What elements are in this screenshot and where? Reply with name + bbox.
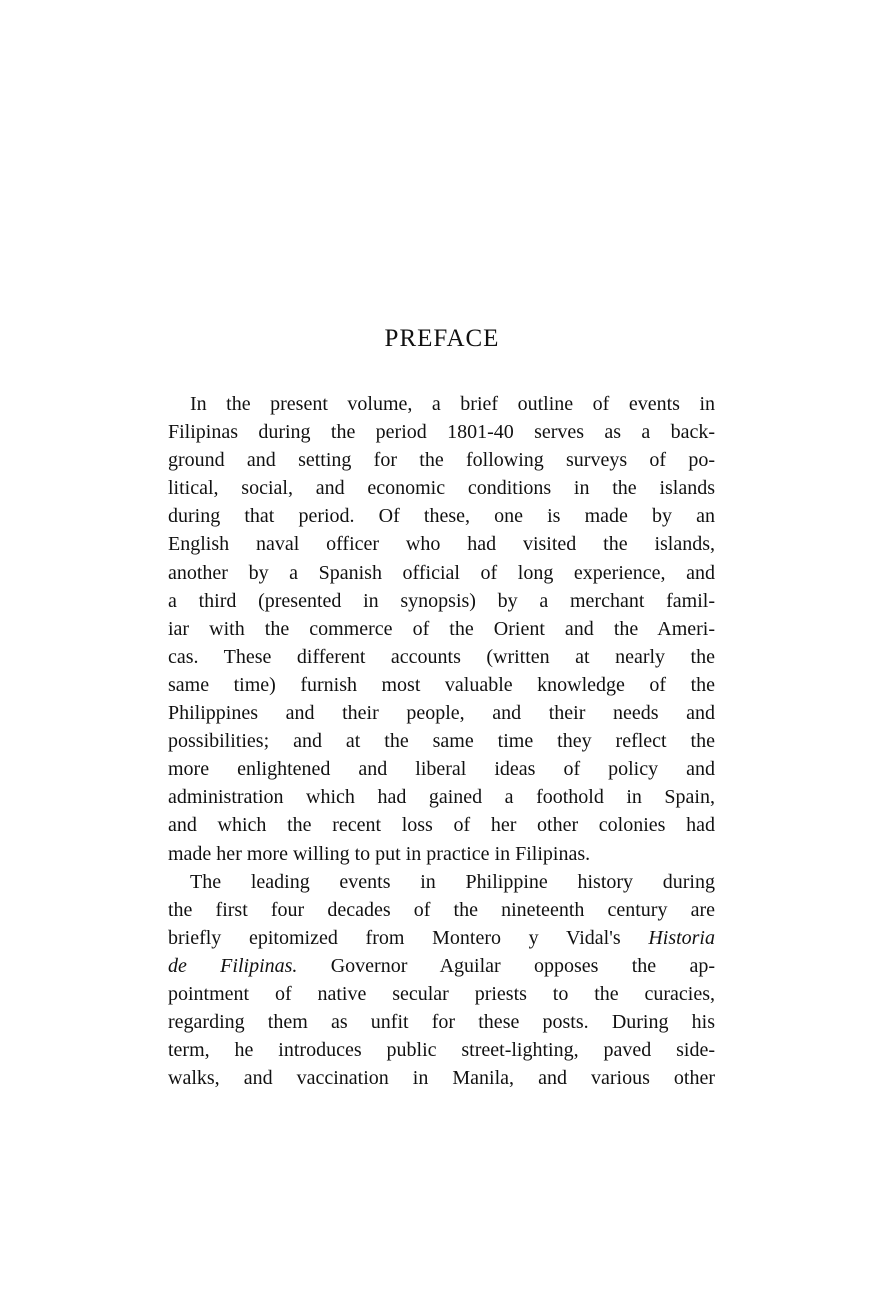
text-line: litical, social, and economic conditions in the islands (168, 477, 715, 500)
page-title (0, 322, 880, 356)
text-line: more enlightened and liberal ideas of policy and (168, 758, 715, 781)
text-line: regarding them as unfit for these posts. During his (168, 1011, 715, 1034)
text-line: term, he introduces public street-lighting, paved side- (168, 1039, 715, 1062)
text-line: a third (presented in synopsis) by a merchant famil- (168, 589, 715, 612)
text-line: pointment of native secular priests to the curacies, (168, 982, 715, 1005)
text-line: Philippines and their people, and their needs and (168, 702, 715, 725)
text-segment: briefly epitomized from Montero y Vidal's (168, 926, 621, 949)
book-title-italic: de Filipinas. (168, 954, 298, 977)
text-line: English naval officer who had visited the islands, (168, 533, 715, 556)
text-line: walks, and vaccination in Manila, and various other (168, 1067, 715, 1090)
text-line: In the present volume, a brief outline of events in (190, 393, 715, 415)
text-line (168, 924, 715, 952)
text-line (168, 952, 715, 980)
text-line: another by a Spanish official of long experience, and (168, 561, 715, 584)
text-line: administration which had gained a foothold in Spain, (168, 786, 715, 809)
text-line: Filipinas during the period 1801-40 serves as a back- (168, 421, 715, 444)
text-line: ground and setting for the following surveys of po- (168, 449, 715, 472)
text-line: and which the recent loss of her other colonies had (168, 814, 715, 837)
text-line: possibilities; and at the same time they reflect the (168, 730, 715, 753)
text-line: cas. These different accounts (written at nearly the (168, 645, 715, 668)
text-line: the first four decades of the nineteenth century are (168, 898, 715, 921)
book-title-italic: Historia (648, 926, 715, 949)
preface-heading: PREFACE (384, 325, 500, 352)
text-line: iar with the commerce of the Orient and the Ameri- (168, 617, 715, 640)
text-line: during that period. Of these, one is made by an (168, 505, 715, 528)
text-line: The leading events in Philippine history during (190, 870, 715, 893)
text-line: made her more willing to put in practice in Filipinas. (168, 842, 591, 865)
text-segment: Governor Aguilar opposes the ap- (330, 954, 716, 977)
text-line: same time) furnish most valuable knowledge of the (168, 673, 715, 696)
preface-body (168, 390, 715, 1092)
